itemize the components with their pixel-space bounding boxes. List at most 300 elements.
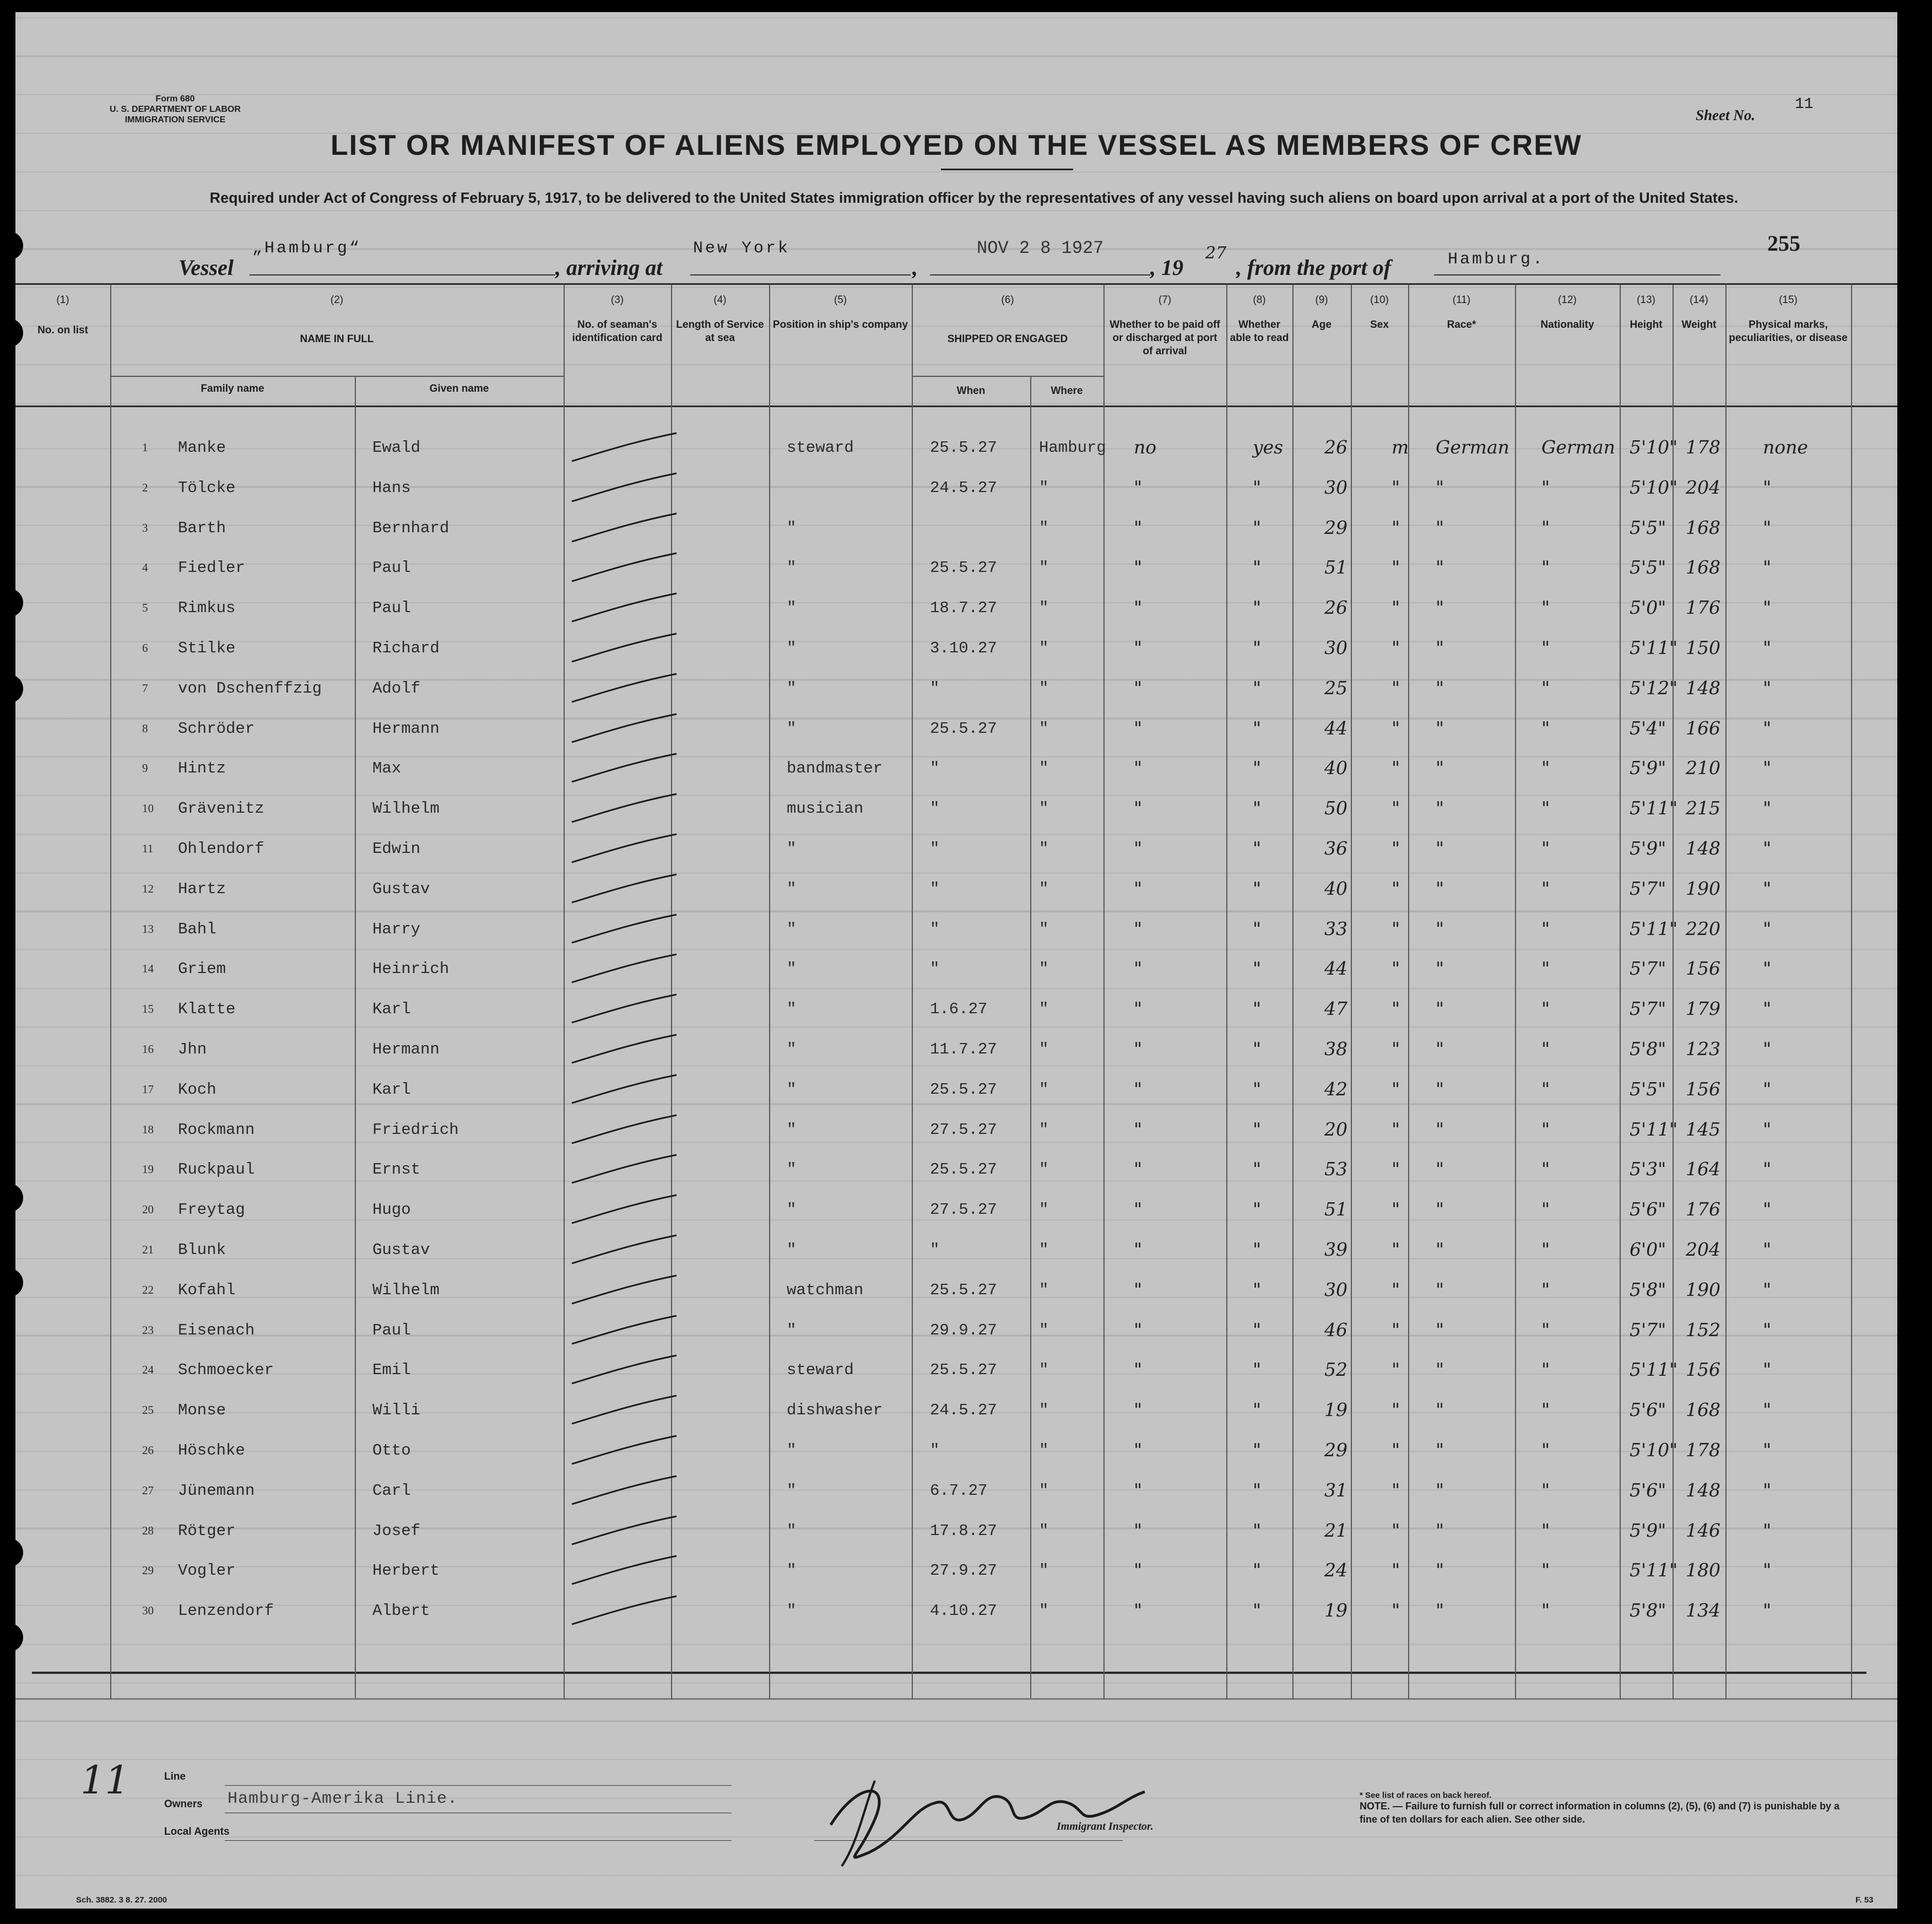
check-stroke	[566, 1434, 682, 1467]
cell-no: 8	[142, 721, 148, 735]
cell-age: 51	[1324, 1198, 1347, 1220]
cell-position: "	[787, 1521, 797, 1540]
owners-value: Hamburg-Amerika Linie.	[228, 1790, 458, 1808]
cell-paid: "	[1134, 637, 1143, 658]
cell-paid: "	[1134, 1359, 1143, 1381]
cell-when: 3.10.27	[930, 639, 997, 657]
cell-race: "	[1436, 757, 1444, 779]
cell-no: 4	[142, 561, 148, 575]
cell-where: "	[1039, 1481, 1049, 1500]
column-header: No. of seaman's identification card	[572, 319, 663, 344]
cell-paid: "	[1134, 757, 1143, 779]
cell-marks: "	[1763, 797, 1772, 819]
cell-where: "	[1039, 1000, 1049, 1019]
cell-when: 4.10.27	[930, 1602, 997, 1620]
cell-family: Rimkus	[178, 599, 236, 618]
cell-nationality: "	[1541, 717, 1550, 739]
cell-where: "	[1039, 799, 1049, 818]
cell-age: 29	[1324, 516, 1347, 538]
cell-paid: "	[1134, 1278, 1143, 1300]
cell-height: 5'11"	[1630, 1559, 1678, 1581]
check-stroke	[566, 1314, 682, 1347]
cell-sex: "	[1392, 1318, 1400, 1341]
cell-sex: "	[1392, 917, 1400, 939]
cell-read: "	[1253, 917, 1262, 939]
cell-read: "	[1253, 1198, 1262, 1220]
manifest-sheet	[15, 12, 1897, 1909]
column-number: (10)	[1370, 294, 1389, 306]
cell-when: "	[930, 879, 940, 898]
cell-family: Freytag	[178, 1201, 245, 1219]
cell-height: 5'8"	[1630, 1038, 1666, 1060]
cell-no: 18	[142, 1122, 154, 1136]
cell-where: "	[1039, 719, 1049, 738]
cell-age: 51	[1324, 556, 1347, 579]
cell-when: 25.5.27	[930, 1160, 997, 1179]
cell-no: 3	[142, 521, 148, 534]
cell-age: 19	[1324, 1399, 1347, 1421]
cell-when: 25.5.27	[930, 1361, 997, 1380]
header-bottom-rule	[15, 406, 1897, 407]
cell-marks: "	[1763, 1599, 1772, 1622]
cell-no: 24	[142, 1363, 154, 1377]
cell-no: 21	[142, 1243, 154, 1256]
cell-when: 27.9.27	[930, 1561, 997, 1580]
cell-height: 5'6"	[1630, 1198, 1666, 1220]
subheader-where: Where	[1051, 385, 1083, 397]
cell-marks: "	[1763, 1278, 1772, 1300]
table-row	[15, 707, 1897, 747]
cell-race: "	[1436, 1519, 1444, 1541]
check-stroke	[566, 1193, 682, 1226]
cell-where: "	[1039, 1361, 1049, 1380]
cell-paid: "	[1134, 958, 1143, 980]
cell-position: dishwasher	[787, 1401, 883, 1420]
cell-given: Friedrich	[372, 1120, 459, 1139]
column-number: (9)	[1315, 294, 1328, 306]
cell-weight: 145	[1686, 1118, 1720, 1140]
cell-given: Gustav	[372, 879, 430, 898]
cell-when: 24.5.27	[930, 478, 997, 497]
cell-height: 5'11"	[1630, 1118, 1678, 1140]
cell-age: 42	[1324, 1078, 1347, 1100]
cell-height: 5'9"	[1630, 757, 1666, 779]
cell-read: "	[1253, 1118, 1262, 1140]
arrival-underline	[690, 274, 911, 275]
column-header: Whether able to read	[1230, 319, 1289, 344]
date-underline	[930, 274, 1150, 275]
cell-where: "	[1039, 1401, 1049, 1420]
cell-position: "	[787, 1602, 797, 1620]
cell-height: 5'8"	[1630, 1599, 1666, 1622]
subheader-given: Given name	[429, 383, 489, 394]
cell-weight: 178	[1686, 436, 1720, 458]
cell-height: 5'6"	[1630, 1399, 1666, 1421]
inspector-signature	[809, 1759, 1161, 1869]
cell-marks: "	[1763, 1118, 1772, 1140]
cell-given: Albert	[372, 1602, 430, 1620]
cell-read: "	[1253, 1078, 1262, 1100]
cell-height: 5'4"	[1630, 717, 1666, 739]
cell-height: 5'8"	[1630, 1278, 1666, 1300]
cell-marks: "	[1763, 1399, 1772, 1421]
cell-given: Hermann	[372, 719, 440, 738]
cell-marks: "	[1763, 1038, 1772, 1060]
check-stroke	[566, 1033, 682, 1066]
cell-sex: "	[1392, 476, 1400, 498]
cell-nationality: "	[1541, 837, 1550, 859]
cell-family: Bahl	[178, 920, 217, 938]
cell-weight: 204	[1686, 476, 1720, 498]
check-stroke	[566, 992, 682, 1025]
cell-paid: "	[1134, 1599, 1143, 1622]
cell-age: 30	[1324, 476, 1347, 498]
cell-height: 6'0"	[1630, 1239, 1666, 1260]
cell-race: "	[1436, 797, 1444, 819]
cell-weight: 156	[1686, 958, 1720, 980]
column-number: (3)	[610, 294, 624, 306]
check-stroke	[566, 1594, 682, 1627]
cell-given: Ewald	[372, 439, 421, 457]
column-number: (14)	[1690, 294, 1708, 306]
cell-marks: "	[1763, 1359, 1772, 1381]
cell-paid: "	[1134, 1439, 1143, 1461]
cell-race: "	[1436, 1318, 1444, 1341]
cell-height: 5'10"	[1630, 1439, 1678, 1461]
cell-read: "	[1253, 1158, 1262, 1180]
cell-sex: "	[1392, 1519, 1400, 1541]
cell-weight: 168	[1686, 556, 1720, 579]
cell-given: Gustav	[372, 1241, 430, 1259]
cell-no: 22	[142, 1283, 154, 1296]
cell-position: "	[787, 559, 797, 577]
column-number: (13)	[1637, 294, 1655, 306]
line-label: Line	[164, 1771, 186, 1782]
cell-age: 30	[1324, 637, 1347, 658]
cell-paid: "	[1134, 1519, 1143, 1541]
check-stroke	[566, 431, 682, 464]
footer-rule	[15, 1698, 1897, 1700]
cell-no: 14	[142, 962, 154, 976]
cell-sex: "	[1392, 637, 1400, 658]
check-stroke	[566, 1153, 682, 1186]
cell-no: 23	[142, 1323, 154, 1337]
cell-given: Willi	[372, 1401, 421, 1420]
cell-when: 1.6.27	[930, 1000, 988, 1019]
comma-sep: ,	[912, 255, 918, 280]
cell-nationality: "	[1541, 677, 1550, 699]
cell-no: 2	[142, 480, 148, 494]
table-row	[15, 1269, 1897, 1309]
table-row	[15, 1109, 1897, 1148]
cell-weight: 204	[1686, 1239, 1720, 1260]
cell-race: "	[1436, 1158, 1444, 1180]
cell-nationality: "	[1541, 516, 1550, 538]
cell-no: 20	[142, 1203, 154, 1217]
cell-when: 17.8.27	[930, 1521, 997, 1540]
cell-nationality: "	[1541, 1439, 1550, 1461]
cell-race: "	[1436, 516, 1444, 538]
cell-when: "	[930, 1241, 940, 1259]
cell-family: von Dschenffzig	[178, 679, 322, 698]
cell-age: 50	[1324, 797, 1347, 819]
from-label: , from the port of	[1236, 255, 1392, 280]
agents-underline	[225, 1840, 732, 1841]
cell-paid: "	[1134, 1038, 1143, 1060]
cell-paid: "	[1134, 837, 1143, 859]
cell-where: "	[1039, 1521, 1049, 1540]
cell-sex: "	[1392, 516, 1400, 538]
cell-family: Griem	[178, 960, 226, 979]
cell-marks: "	[1763, 677, 1772, 699]
check-stroke	[566, 591, 682, 624]
cell-age: 53	[1324, 1158, 1347, 1180]
cell-weight: 148	[1686, 677, 1720, 699]
cell-given: Otto	[372, 1441, 411, 1460]
cell-position: steward	[787, 1361, 854, 1380]
check-stroke	[566, 672, 682, 705]
cell-paid: "	[1134, 917, 1143, 939]
inspector-label: Immigrant Inspector.	[1057, 1820, 1154, 1833]
cell-no: 26	[142, 1444, 154, 1457]
cell-when: "	[930, 759, 940, 778]
cell-read: "	[1253, 1318, 1262, 1341]
cell-read: "	[1253, 1278, 1262, 1300]
column-number: (6)	[1001, 294, 1014, 306]
line-underline	[225, 1785, 732, 1786]
cell-family: Ohlendorf	[178, 840, 264, 858]
cell-age: 30	[1324, 1278, 1347, 1300]
cell-height: 5'5"	[1630, 516, 1666, 538]
table-row	[15, 1028, 1897, 1068]
column-header: Race*	[1447, 319, 1476, 331]
column-header: No. on list	[37, 325, 88, 336]
cell-position: "	[787, 1120, 797, 1139]
cell-race: "	[1436, 597, 1444, 619]
cell-family: Rockmann	[178, 1120, 255, 1139]
cell-height: 5'7"	[1630, 998, 1666, 1020]
cell-when: 11.7.27	[930, 1040, 997, 1058]
column-number: (12)	[1558, 294, 1577, 306]
cell-weight: 220	[1686, 917, 1720, 939]
cell-when: 24.5.27	[930, 1401, 997, 1420]
cell-nationality: "	[1541, 1278, 1550, 1300]
cell-sex: "	[1392, 1038, 1400, 1060]
cell-position: "	[787, 639, 797, 657]
cell-given: Josef	[372, 1521, 421, 1540]
cell-marks: "	[1763, 1078, 1772, 1100]
table-row	[15, 1510, 1897, 1549]
check-stroke	[566, 1514, 682, 1547]
table-row	[15, 507, 1897, 547]
cell-age: 31	[1324, 1479, 1347, 1501]
check-stroke	[566, 712, 682, 745]
cell-nationality: "	[1541, 1038, 1550, 1060]
cell-race: "	[1436, 1078, 1444, 1100]
cell-given: Hugo	[372, 1201, 411, 1219]
cell-where: "	[1039, 1120, 1049, 1139]
cell-sex: "	[1392, 717, 1400, 739]
cell-paid: "	[1134, 1078, 1143, 1100]
table-row	[15, 627, 1897, 667]
cell-sex: "	[1392, 1118, 1400, 1140]
title-divider	[941, 169, 1073, 170]
table-row	[15, 787, 1897, 827]
cell-given: Paul	[372, 559, 411, 577]
cell-position: "	[787, 518, 797, 537]
cell-position: "	[787, 1561, 797, 1580]
subheader-when: When	[956, 385, 986, 397]
cell-age: 52	[1324, 1359, 1347, 1381]
cell-where: "	[1039, 518, 1049, 537]
cell-age: 36	[1324, 837, 1347, 859]
table-row	[15, 747, 1897, 787]
cell-weight: 166	[1686, 717, 1720, 739]
cell-read: yes	[1253, 436, 1284, 458]
cell-age: 33	[1324, 917, 1347, 939]
cell-position: steward	[787, 439, 854, 457]
cell-paid: "	[1134, 476, 1143, 498]
cell-weight: 179	[1686, 998, 1720, 1020]
cell-weight: 148	[1686, 1479, 1720, 1501]
cell-where: "	[1039, 599, 1049, 618]
cell-sex: "	[1392, 1078, 1400, 1100]
cell-family: Kofahl	[178, 1280, 236, 1299]
cell-given: Karl	[372, 1000, 411, 1019]
cell-when: "	[930, 1441, 940, 1460]
cell-race: "	[1436, 998, 1444, 1020]
cell-position: "	[787, 1441, 797, 1460]
cell-when: "	[930, 840, 940, 858]
vessel-label: Vessel	[178, 255, 234, 280]
cell-age: 20	[1324, 1118, 1347, 1140]
cell-read: "	[1253, 757, 1262, 779]
cell-height: 5'11"	[1630, 917, 1678, 939]
column-number: (1)	[56, 294, 69, 306]
cell-read: "	[1253, 958, 1262, 980]
column-number: (2)	[330, 294, 344, 306]
cell-paid: "	[1134, 877, 1143, 899]
column-number: (11)	[1452, 294, 1471, 306]
cell-race: "	[1436, 637, 1444, 658]
check-stroke	[566, 551, 682, 584]
cell-marks: "	[1763, 717, 1772, 739]
cell-weight: 134	[1686, 1599, 1720, 1622]
cell-marks: "	[1763, 1239, 1772, 1260]
cell-family: Ruckpaul	[178, 1160, 255, 1179]
cell-read: "	[1253, 877, 1262, 899]
cell-where: "	[1039, 960, 1049, 979]
cell-where: "	[1039, 879, 1049, 898]
cell-weight: 176	[1686, 1198, 1720, 1220]
cell-nationality: "	[1541, 1318, 1550, 1341]
cell-where: "	[1039, 1561, 1049, 1580]
check-stroke	[566, 1073, 682, 1106]
cell-sex: "	[1392, 1399, 1400, 1421]
sheet-number: 11	[1795, 96, 1814, 113]
cell-age: 39	[1324, 1239, 1347, 1260]
cell-height: 5'9"	[1630, 1519, 1666, 1541]
cell-where: "	[1039, 1602, 1049, 1620]
cell-no: 7	[142, 681, 148, 695]
cell-position: "	[787, 719, 797, 738]
cell-where: "	[1039, 1321, 1049, 1339]
cell-nationality: "	[1541, 797, 1550, 819]
cell-age: 29	[1324, 1439, 1347, 1461]
cell-paid: "	[1134, 556, 1143, 579]
cell-sex: "	[1392, 837, 1400, 859]
cell-given: Bernhard	[372, 518, 450, 537]
column-header: Position in ship's company	[772, 319, 908, 331]
cell-position: "	[787, 1201, 797, 1219]
cell-family: Hartz	[178, 879, 226, 898]
cell-no: 15	[142, 1002, 154, 1016]
cell-nationality: "	[1541, 476, 1550, 498]
cell-height: 5'6"	[1630, 1479, 1666, 1501]
cell-position: "	[787, 1321, 797, 1339]
cell-given: Paul	[372, 1321, 411, 1339]
cell-marks: "	[1763, 1439, 1772, 1461]
cell-height: 5'10"	[1630, 476, 1678, 498]
cell-marks: "	[1763, 516, 1772, 538]
cell-age: 47	[1324, 998, 1347, 1020]
cell-read: "	[1253, 1359, 1262, 1381]
column-header: Height	[1630, 319, 1663, 331]
cell-height: 5'11"	[1630, 1359, 1678, 1381]
cell-weight: 190	[1686, 877, 1720, 899]
cell-race: "	[1436, 1198, 1444, 1220]
check-stroke	[566, 511, 682, 544]
column-header: Whether to be paid off or discharged at port of arrival	[1110, 319, 1220, 357]
cell-when: 27.5.27	[930, 1120, 997, 1139]
cell-marks: "	[1763, 476, 1772, 498]
cell-family: Schmoecker	[178, 1361, 274, 1380]
cell-age: 26	[1324, 597, 1347, 619]
table-row	[15, 1148, 1897, 1188]
column-header: Length of Service at sea	[676, 319, 764, 344]
cell-nationality: "	[1541, 1559, 1550, 1581]
cell-paid: "	[1134, 597, 1143, 619]
cell-where: "	[1039, 639, 1049, 657]
table-row	[15, 1068, 1897, 1108]
cell-race: "	[1436, 717, 1444, 739]
cell-given: Adolf	[372, 679, 421, 698]
cell-marks: "	[1763, 1198, 1772, 1220]
table-row	[15, 1188, 1897, 1228]
cell-nationality: "	[1541, 597, 1550, 619]
fine-note: NOTE. — Failure to furnish full or correct information in columns (2), (5), (6) and (7) is punishable by a fine of ten dollars for each alien. See other side.	[1360, 1801, 1840, 1825]
cell-height: 5'7"	[1630, 958, 1666, 980]
cell-weight: 156	[1686, 1078, 1720, 1100]
cell-family: Koch	[178, 1080, 217, 1099]
cell-marks: "	[1763, 597, 1772, 619]
sheet-count: 255	[1767, 231, 1800, 256]
cell-where: "	[1039, 840, 1049, 858]
column-number: (5)	[834, 294, 847, 306]
check-stroke	[566, 1113, 682, 1146]
cell-marks: "	[1763, 637, 1772, 658]
cell-when: 6.7.27	[930, 1481, 988, 1500]
cell-height: 5'11"	[1630, 637, 1678, 658]
cell-no: 30	[142, 1604, 154, 1618]
cell-weight: 215	[1686, 797, 1720, 819]
cell-weight: 210	[1686, 757, 1720, 779]
cell-paid: "	[1134, 1118, 1143, 1140]
cell-height: 5'9"	[1630, 837, 1666, 859]
cell-given: Paul	[372, 599, 411, 618]
cell-race: "	[1436, 1278, 1444, 1300]
cell-family: Blunk	[178, 1241, 226, 1259]
